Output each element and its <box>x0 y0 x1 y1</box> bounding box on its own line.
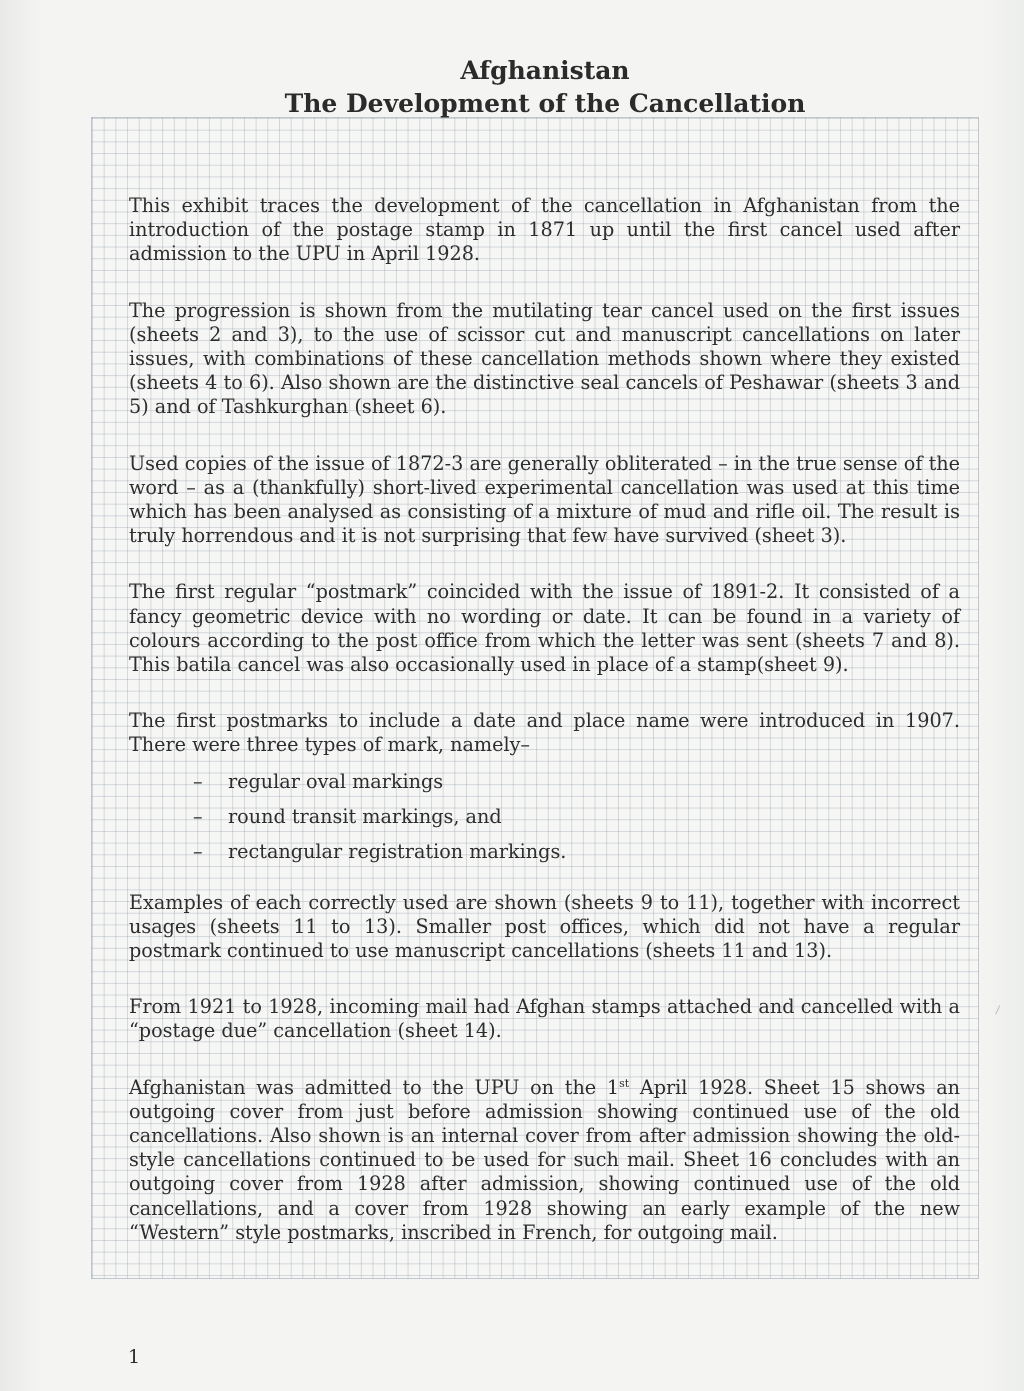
list-dash: – <box>193 804 203 828</box>
upu-text-start: Afghanistan was admitted to the UPU on the 1 <box>129 1075 620 1099</box>
ordinal-superscript: st <box>619 1076 630 1090</box>
paragraph-intro: This exhibit traces the development of the cancellation in Afghanistan from the introduction of the postage stamp in 1871 up until the first cancel used after admission to the UPU in April 1928. <box>129 194 960 266</box>
paragraph-first-postmark: The first regular “postmark” coincided with the issue of 1891-2. It consisted of a fancy geometric device with no wording or date. It can be found in a variety of colours according to the post office from which the letter was sent (sheets 7 and 8). This batila cancel was also occasionally used in place of a stamp(sheet 9). <box>129 580 960 677</box>
paragraph-upu-admission <box>129 1076 960 1245</box>
paragraph-1907-postmarks: The first postmarks to include a date and place name were introduced in 1907. There were three types of mark, namely– <box>129 709 960 757</box>
paragraph-postage-due: From 1921 to 1928, incoming mail had Afghan stamps attached and cancelled with a “postage due” cancellation (sheet 14). <box>129 995 960 1043</box>
mark-types-list <box>129 770 960 875</box>
list-item-text: round transit markings, and <box>228 804 502 828</box>
page-title <box>180 54 910 120</box>
list-item-text: rectangular registration markings. <box>228 839 567 863</box>
paragraph-progression: The progression is shown from the mutilating tear cancel used on the first issues (sheets 2 and 3), to the use of scissor cut and manuscript cancellations on later issues, with combinations of these cancellation methods shown where they existed (sheets 4 to 6). Also shown are the distinctive seal cancels of Peshawar (sheets 3 and 5) and of Tashkurghan (sheet 6). <box>129 298 960 419</box>
upu-text-end: April 1928. Sheet 15 shows an outgoing cover from just before admission showing continued use of the old cancellations. Also shown is an internal cover from after admission showing the old-style cancellations continued to be used for such mail. Sheet 16 concludes with an outgoing cover from 1928 after admission, showing continued use of the old cancellations, and a cover from 1928 showing an early example of the new “Western” style postmarks, inscribed in French, for outgoing mail. <box>129 1075 960 1244</box>
page-number: 1 <box>128 1346 141 1368</box>
document-body <box>129 194 960 1245</box>
paragraph-1872-issue: Used copies of the issue of 1872-3 are generally obliterated – in the true sense of the word – as a (thankfully) short-lived experimental cancellation was used at this time which has been analysed as consisting of a mixture of mud and rifle oil. The result is truly horrendous and it is not surprising that few have survived (sheet 3). <box>129 451 960 548</box>
list-dash: – <box>193 769 203 793</box>
list-item-text: regular oval markings <box>228 769 444 793</box>
paragraph-examples: Examples of each correctly used are shown (sheets 9 to 11), together with incorrect usages (sheets 11 to 13). Smaller post offices, which did not have a regular postmark continued to use manuscript cancellations (sheets 11 and 13). <box>129 890 960 963</box>
title-line-1: Afghanistan <box>460 56 630 85</box>
list-item <box>129 840 960 875</box>
list-dash: – <box>193 839 203 863</box>
list-item <box>129 805 960 840</box>
title-line-2: The Development of the Cancellation <box>284 89 806 118</box>
list-item <box>129 770 960 805</box>
